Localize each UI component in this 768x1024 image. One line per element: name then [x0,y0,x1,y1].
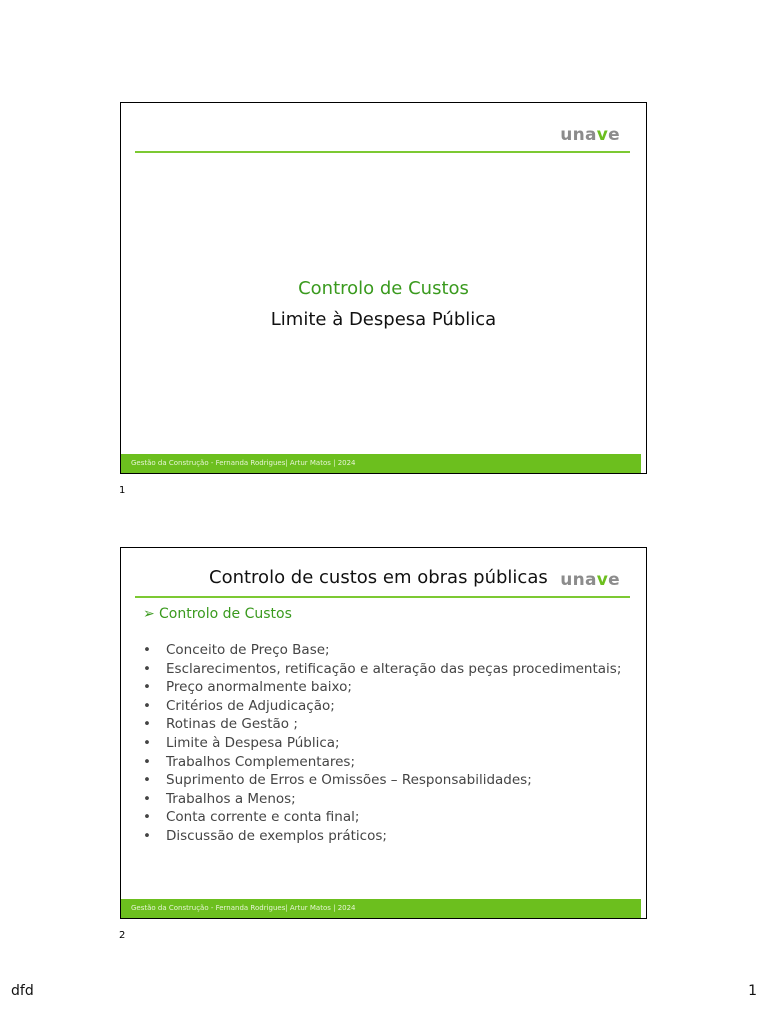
bullet-icon: • [143,753,151,770]
section-heading-label: Controlo de Custos [159,606,292,622]
topic-list [143,641,633,846]
slide-footer-bar [121,454,646,473]
bullet-icon: • [143,734,151,751]
slide-title: Controlo de custos em obras públicas [209,567,548,588]
slide-number: 1 [119,485,126,496]
slide-number: 2 [119,930,126,941]
list-item: • Esclarecimentos, retificação e alteração das peças procedimentais; [143,660,622,677]
slide-2 [120,547,647,919]
slide-subtitle: Limite à Despesa Pública [270,309,497,330]
list-item: • Conta corrente e conta final; [143,809,360,826]
bullet-icon: • [143,697,151,714]
list-item: • Limite à Despesa Pública; [143,734,340,751]
slide-title: Controlo de Custos [298,278,469,299]
slide-footer-text: Gestão da Construção - Fernanda Rodrigues| Artur Matos | 2024 [131,904,356,912]
unave-logo: unave [560,570,620,590]
list-item: • Preço anormalmente baixo; [143,679,352,696]
list-item: • Conceito de Preço Base; [143,642,330,658]
bullet-icon: • [143,679,151,696]
bullet-icon: • [143,772,151,789]
footer-white-strip [641,899,646,918]
bullet-icon: • [143,660,151,677]
page-number: 1 [748,983,757,999]
bullet-icon: • [143,642,151,658]
bullet-icon: • [143,809,151,826]
slide-footer-text: Gestão da Construção - Fernanda Rodrigues| Artur Matos | 2024 [131,459,356,467]
section-heading [143,605,292,623]
header-rule [135,151,630,153]
bullet-icon: • [143,790,151,807]
list-item: • Rotinas de Gestão ; [143,716,298,733]
list-item: • Suprimento de Erros e Omissões – Responsabilidades; [143,772,532,789]
slide-1 [120,102,647,474]
bullet-icon: • [143,827,151,844]
list-item: • Trabalhos a Menos; [143,790,296,807]
slide-footer-bar [121,899,646,918]
header-rule [135,596,630,598]
footer-white-strip [641,454,646,473]
list-item: • Discussão de exemplos práticos; [143,827,387,844]
page-footer-left: dfd [11,983,34,999]
list-item: • Critérios de Adjudicação; [143,697,335,714]
list-item: • Trabalhos Complementares; [143,753,355,770]
bullet-icon: • [143,716,151,733]
unave-logo: unave [560,125,620,145]
arrow-bullet-icon: ➢ [143,606,155,622]
